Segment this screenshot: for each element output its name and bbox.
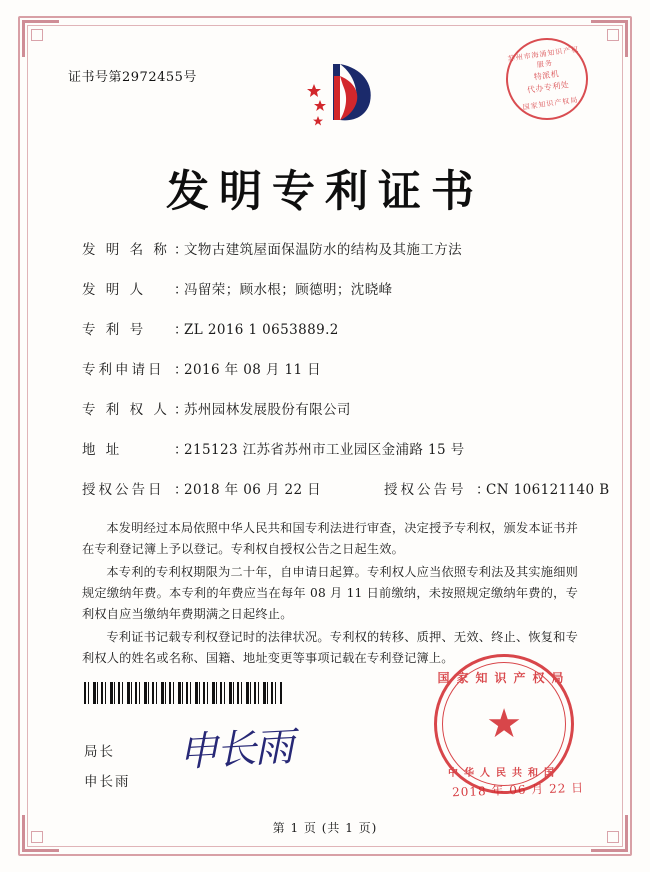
- seal-arc-bottom-text: 中华人民共和国: [448, 768, 560, 779]
- field-row-grant-publication: [82, 478, 610, 498]
- page-footer: 第 1 页 (共 1 页): [272, 821, 378, 835]
- field-value: 冯留荣；顾水根；顾德明；沈晓峰: [184, 282, 393, 298]
- legal-paragraph-2: 本专利的专利权期限为二十年，自申请日起算。专利权人应当依照专利法及其实施细则规定缴纳年费。本专利的年费应当在每年 08 月 11 日前缴纳，未按照规定缴纳年费的，专利权自应当缴纳年费期满之日起终止。: [82, 564, 578, 621]
- director-label: 局长: [84, 744, 115, 760]
- field-value: 2016 年 08 月 11 日: [184, 362, 322, 378]
- field-row-address: [82, 438, 580, 458]
- field-colon: ：: [174, 482, 188, 498]
- corner-ornament-top-right: [591, 20, 628, 57]
- field-label: 专利申请日: [82, 362, 165, 378]
- handwritten-signature: 申长雨: [177, 724, 294, 776]
- seal-star-emblem-icon: ★: [486, 701, 522, 747]
- cnipa-logo-icon: [300, 58, 380, 146]
- field-colon: ：: [174, 362, 188, 378]
- field-label: 专 利 权 人: [82, 402, 170, 418]
- field-label: 专 利 号: [82, 322, 147, 338]
- legal-body-text: [82, 518, 578, 671]
- field-row-patentee: [82, 398, 580, 418]
- field-value: 苏州园林发展股份有限公司: [184, 402, 351, 418]
- director-name: 申长雨: [84, 774, 131, 790]
- field-colon: ：: [174, 402, 188, 418]
- field-colon: ：: [174, 282, 188, 298]
- certificate-number: 证书号第2972455号: [68, 70, 197, 85]
- field-row-patent-number: [82, 318, 580, 338]
- corner-ornament-top-left: [22, 20, 59, 57]
- field-value: 文物古建筑屋面保温防水的结构及其施工方法: [184, 242, 462, 258]
- field-label-publication-number: 授权公告号: [384, 482, 467, 498]
- field-colon: ：: [476, 482, 490, 498]
- legal-paragraph-1: 本发明经过本局依照中华人民共和国专利法进行审查，决定授予专利权，颁发本证书并在专利登记簿上予以登记。专利权自授权公告之日起生效。: [82, 521, 578, 556]
- field-colon: ：: [174, 322, 188, 338]
- field-label: 发 明 名 称: [82, 242, 170, 258]
- field-colon: ：: [174, 442, 188, 458]
- field-row-invention-name: [82, 238, 580, 258]
- legal-paragraph-3: 专利证书记载专利权登记时的法律状况。专利权的转移、质押、无效、终止、恢复和专利权人的姓名或名称、国籍、地址变更等事项记载在专利登记簿上。: [82, 629, 578, 665]
- field-value: 215123 江苏省苏州市工业园区金浦路 15 号: [184, 442, 465, 458]
- certificate-fields: [82, 238, 610, 518]
- director-signoff: [84, 740, 131, 790]
- field-value-grant-date: 2018 年 06 月 22 日: [184, 482, 322, 498]
- agency-stamp-line4: 国家知识产权局: [522, 95, 579, 112]
- agency-stamp-line2: 特派机: [533, 69, 560, 82]
- field-label: 发 明 人: [82, 282, 147, 298]
- field-value-publication-number: CN 106121140 B: [486, 482, 610, 498]
- field-label: 地 址: [82, 442, 123, 458]
- seal-arc-top-text: 国家知识产权局: [437, 671, 571, 685]
- barcode: [84, 682, 282, 704]
- field-row-inventors: [82, 278, 580, 298]
- agency-stamp-line3: 代办专利处: [526, 80, 570, 95]
- official-round-seal: [434, 654, 574, 794]
- seal-date: 2018 年 06 月 22 日: [451, 780, 585, 800]
- field-row-application-date: [82, 358, 580, 378]
- field-colon: ：: [174, 242, 188, 258]
- page-title: 发明专利证书: [166, 167, 484, 217]
- agency-stamp-line1: 苏州市海涌知识产权服务: [507, 45, 580, 70]
- field-label-grant-date: 授权公告日: [82, 482, 165, 498]
- field-value: ZL 2016 1 0653889.2: [184, 322, 339, 338]
